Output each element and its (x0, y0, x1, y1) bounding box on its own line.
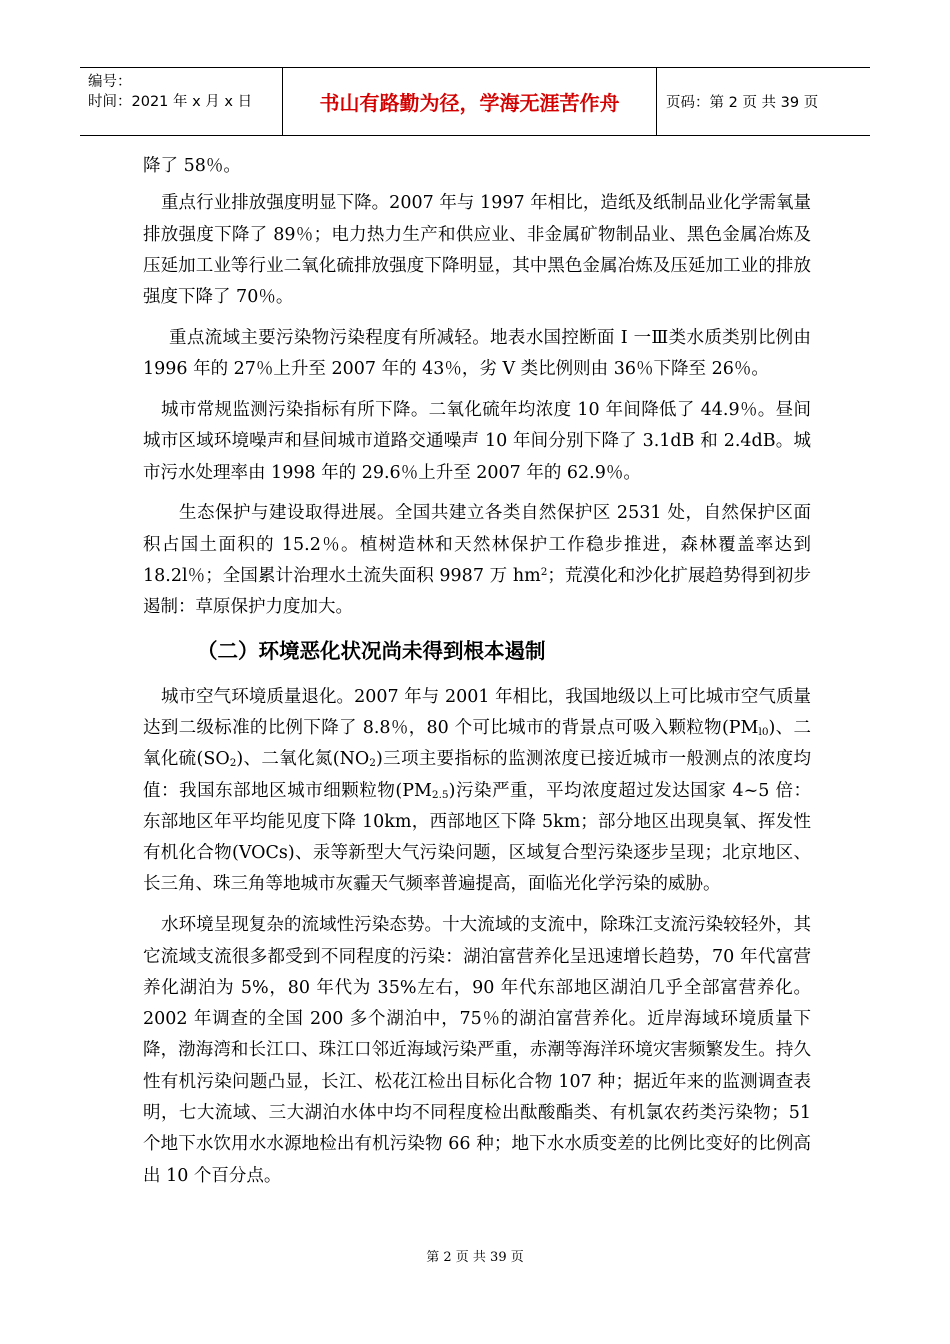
paragraph-river-basin: 重点流域主要污染物污染程度有所减轻。地表水国控断面 I 一Ⅲ类水质类别比例由 1996 年的 27％上升至 2007 年的 43％，劣 V 类比例则由 36％下降至 26％。 (143, 327, 811, 380)
page-footer: 第 2 页 共 39 页 (426, 1250, 524, 1265)
header-meta-cell (80, 68, 283, 135)
document-date: 时间：2021 年 x 月 x 日 (88, 94, 253, 110)
header-motto: 书山有路勤为径，学海无涯苦作舟 (283, 68, 657, 135)
paragraph-industry-emission: 重点行业排放强度明显下降。2007 年与 1997 年相比，造纸及纸制品业化学需氧量排放强度下降了 89％；电力热力生产和供应业、非金属矿物制品业、黑色金属冶炼及压延加工业等行业二氧化硫排放强度下降明显，其中黑色金属冶炼及压延加工业的排放强度下降了 70％。 (143, 193, 811, 308)
page-header (80, 67, 870, 136)
section-heading: （二）环境恶化状况尚未得到根本遏制 (197, 638, 546, 663)
paragraph-urban-monitoring: 城市常规监测污染指标有所下降。二氧化硫年均浓度 10 年间降低了 44.9％。昼间城市区域环境噪声和昼间城市道路交通噪声 10 年间分别下降了 3.1dB 和 2.4dB。城市污水处理率由 1998 年的 29.6％上升至 2007 年的 62.9％。 (143, 400, 811, 483)
paragraph-ecology-protection: 生态保护与建设取得进展。全国共建立各类自然保护区 2531 处，自然保护区面积占国土面积的 15.2％。植树造林和天然林保护工作稳步推进，森林覆盖率达到 18.2l％；全国累计治理水土流失面积 9987 万 $hm^2$；荒漠化和沙化扩展趋势得到初步遏制：草原保护力度加大。 (143, 503, 812, 618)
paragraph-urban-air: 城市空气环境质量退化。2007 年与 2001 年相比，我国地级以上可比城市空气质量达到二级标准的比例下降了 8.8％，80 个可比城市的背景点可吸入颗粒物$(PM_{l0})$、二氧化硫$(SO_2)$、二氧化氮$(NO_2)$三项主要指标的监测浓度已接近城市一般测点的浓度均值：我国东部地区城市细颗粒物$(PM_{2.5})$污染严重，平均浓度超过发达国家 4~5 倍：东部地区年平均能见度下降 10km，西部地区下降 5km；部分地区出现臭氧、挥发性有机化合物(VOCs)、汞等新型大气污染问题，区域复合型污染逐步呈现；北京地区、长三角、珠三角等地城市灰霾天气频率普遍提高，面临光化学污染的威胁。 (143, 686, 811, 895)
header-page-info: 页码：第 2 页 共 39 页 (666, 95, 819, 111)
document-body (143, 151, 811, 1201)
paragraph-continuation: 降了 58％。 (143, 156, 241, 176)
paragraph-water-environment: 水环境呈现复杂的流域性污染态势。十大流域的支流中，除珠江支流污染较轻外，其它流域支流很多都受到不同程度的污染：湖泊富营养化呈迅速增长趋势，70 年代富营养化湖泊为 5%，80 年代为 35%左右，90 年代东部地区湖泊几乎全部富营养化。2002 年调查的全国 200 多个湖泊中，75％的湖泊富营养化。近岸海域环境质量下降，渤海湾和长江口、珠江口邻近海域污染严重，赤潮等海洋环境灾害频繁发生。持久性有机污染问题凸显，长江、松花江检出目标化合物 107 种；据近年来的监测调查表明，七大流域、三大湖泊水体中均不同程度检出酞酸酯类、有机氯农药类污染物；51 个地下水饮用水水源地检出有机污染物 66 种；地下水水质变差的比例比变好的比例高出 10 个百分点。 (143, 915, 811, 1186)
document-number-label: 编号： (88, 74, 132, 90)
